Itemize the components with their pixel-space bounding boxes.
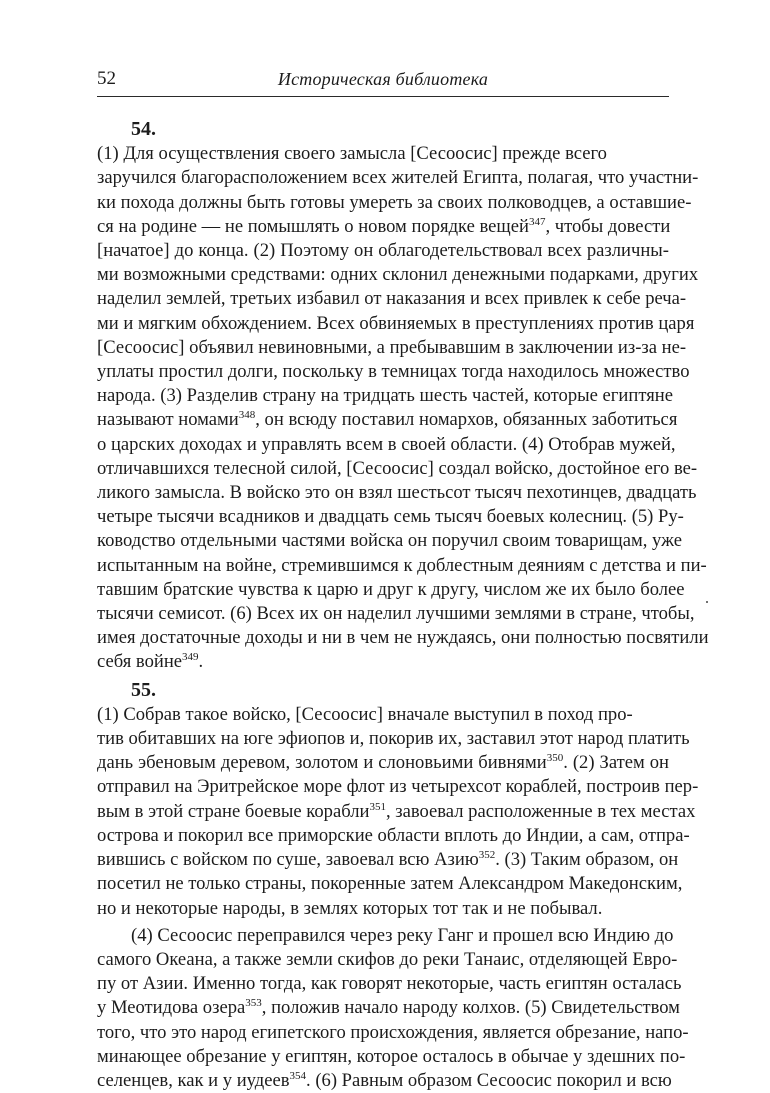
text-run: но и некоторые народы, в землях которых тот так и не побывал. <box>97 897 603 919</box>
footnote-ref: 354 <box>289 1069 307 1082</box>
text-run: . <box>198 651 204 673</box>
speck <box>706 601 708 603</box>
text-run: . (3) Таким образом, он <box>495 849 679 871</box>
text-run: уплаты простил долги, поскольку в темницах тогда находилось множество <box>97 361 690 383</box>
text-run: ми и мягким обхождением. Всех обвиняемых в преступлениях против царя <box>97 312 695 334</box>
text-run: (1) Для осуществления своего замысла [Сесоосис] прежде всего <box>97 143 607 165</box>
footnote-ref: 352 <box>478 849 496 862</box>
text-run: ководство отдельными частями войска он поручил своим товарищам, уже <box>97 530 682 552</box>
chapter-number: 54. <box>131 118 156 140</box>
text-line <box>97 433 676 457</box>
text-run: (4) Сесоосис переправился через реку Ганг и прошел всю Индию до <box>131 924 674 946</box>
text-run: [Сесоосис] объявил невиновными, а пребывавшим в заключении из-за не- <box>97 336 687 358</box>
text-line <box>97 529 682 553</box>
text-run: того, что это народ египетского происхождения, является обрезание, напо- <box>97 1021 689 1043</box>
text-line <box>97 751 669 775</box>
text-line <box>97 215 669 239</box>
text-run: селенцев, как и у иудеев <box>97 1069 290 1091</box>
paragraph-4 <box>97 924 689 1093</box>
text-line <box>97 143 770 164</box>
text-run: тысячи семисот. (6) Всех их он наделил лучшими землями в стране, чтобы, <box>97 603 695 625</box>
text-run: посетил не только страны, покоренные затем Александром Македонским, <box>97 873 683 895</box>
footnote-ref: 353 <box>245 997 262 1010</box>
text-run: вым в этой стране боевые корабли <box>97 800 370 822</box>
text-run: заручился благорасположением всех жителей Египта, полагая, что участни- <box>97 167 699 189</box>
text-run: , положив начало народу колхов. (5) Свидетельством <box>261 997 680 1019</box>
text-line <box>97 554 707 578</box>
text-run: тавшим братские чувства к царю и друг к другу, числом же их было более <box>97 578 685 600</box>
chapter-number: 55. <box>131 678 156 701</box>
page-number: 52 <box>97 68 116 89</box>
footnote-ref: 351 <box>369 800 386 813</box>
text-run: ми возможными средствами: одних склонил денежными подарками, других <box>97 264 699 286</box>
text-line <box>97 505 684 529</box>
text-line <box>97 800 696 824</box>
text-run: , завоевал расположенные в тех местах <box>385 800 696 822</box>
text-line <box>97 263 699 287</box>
paragraph-4-text <box>97 925 770 1093</box>
text-run: себя войне <box>97 651 183 673</box>
text-line <box>97 481 697 505</box>
text-line <box>97 239 669 263</box>
text-run: (1) Собрав такое войско, [Сесоосис] вначале выступил в поход про- <box>97 703 633 725</box>
text-run: ликого замысла. В войско это он взял шестьсот тысяч пехотинцев, двадцать <box>97 482 697 504</box>
text-line <box>97 166 699 190</box>
text-run: имея достаточные доходы и ни в чем не нуждаясь, они полностью посвятили <box>97 627 709 649</box>
text-run: вившись с войском по суше, завоевал всю Азию <box>97 849 479 871</box>
text-line <box>97 408 678 432</box>
text-line <box>97 384 673 408</box>
text-run: четыре тысячи всадников и двадцать семь тысяч боевых колесниц. (5) Ру- <box>97 506 684 528</box>
text-run: минающее обрезание у египтян, которое осталось в обычае у здешних по- <box>97 1045 686 1067</box>
text-line <box>97 948 678 972</box>
text-run: пу от Азии. Именно тогда, как говорят некоторые, часть египтян осталась <box>97 973 682 995</box>
footnote-ref: 348 <box>238 409 256 422</box>
text-run: народа. (3) Разделив страну на тридцать шесть частей, которые египтяне <box>97 385 673 407</box>
text-line <box>97 872 683 896</box>
running-header <box>97 62 669 97</box>
text-run: . (6) Равным образом Сесоосис покорил и всю <box>306 1069 672 1091</box>
text-line <box>97 824 690 848</box>
footnote-ref: 350 <box>546 752 564 765</box>
text-line <box>97 897 669 921</box>
text-line <box>97 360 690 384</box>
chapter-54-text <box>97 143 770 674</box>
text-run: острова и покорил все приморские области вплоть до Индии, а сам, отпра- <box>97 824 690 846</box>
text-line <box>131 925 770 946</box>
text-line <box>97 336 687 360</box>
text-run: . (2) Затем он <box>563 752 669 774</box>
chapter-55-paragraph <box>97 678 699 921</box>
text-run: отправил на Эритрейское море флот из четырехсот кораблей, построив пер- <box>97 776 699 798</box>
text-run: тив обитавших на юге эфиопов и, покорив их, заставил этот народ платить <box>97 728 690 750</box>
text-line <box>97 602 695 626</box>
chapter-55-text <box>97 704 770 921</box>
text-line <box>97 457 698 481</box>
text-line <box>97 626 709 650</box>
text-run: испытанным на войне, стремившимся к доблестным деяниям с детства и пи- <box>97 554 707 576</box>
chapter-54-paragraph <box>97 117 709 675</box>
text-line <box>97 650 669 674</box>
text-line <box>97 1045 686 1069</box>
text-run: о царских доходах и управлять всем в своей области. (4) Отобрав мужей, <box>97 433 676 455</box>
text-run: отличавшихся телесной силой, [Сесоосис] создал войско, достойное его ве- <box>97 457 698 479</box>
text-line <box>97 704 770 725</box>
text-run: называют номами <box>97 409 239 431</box>
text-line <box>97 191 692 215</box>
body-text <box>97 117 709 1093</box>
text-run: у Меотидова озера <box>97 997 246 1019</box>
footnote-ref: 347 <box>528 215 546 228</box>
text-run: , чтобы довести <box>545 215 671 237</box>
text-line <box>97 848 679 872</box>
text-run: наделил землей, третьих избавил от наказания и всех привлек к себе реча- <box>97 288 687 310</box>
text-line <box>97 312 695 336</box>
text-run: , он всюду поставил номархов, обязанных заботиться <box>255 409 678 431</box>
text-line <box>97 1021 689 1045</box>
text-line <box>97 727 690 751</box>
text-line <box>97 287 687 311</box>
text-run: [начатое] до конца. (2) Поэтому он облагодетельствовал всех различны- <box>97 240 669 262</box>
text-line <box>97 1069 672 1093</box>
text-run: ки похода должны быть готовы умереть за своих полководцев, а оставшие- <box>97 191 692 213</box>
text-line <box>97 996 680 1020</box>
book-title: Историческая библиотека <box>277 69 489 89</box>
text-run: ся на родине — не помышлять о новом порядке вещей <box>97 215 529 237</box>
text-line <box>97 578 685 602</box>
text-run: дань эбеновым деревом, золотом и слоновьими бивнями <box>97 752 547 774</box>
footnote-ref: 349 <box>182 651 199 664</box>
text-run: самого Океана, а также земли скифов до реки Танаис, отделяющей Евро- <box>97 948 678 970</box>
text-line <box>97 775 699 799</box>
text-line <box>97 972 682 996</box>
